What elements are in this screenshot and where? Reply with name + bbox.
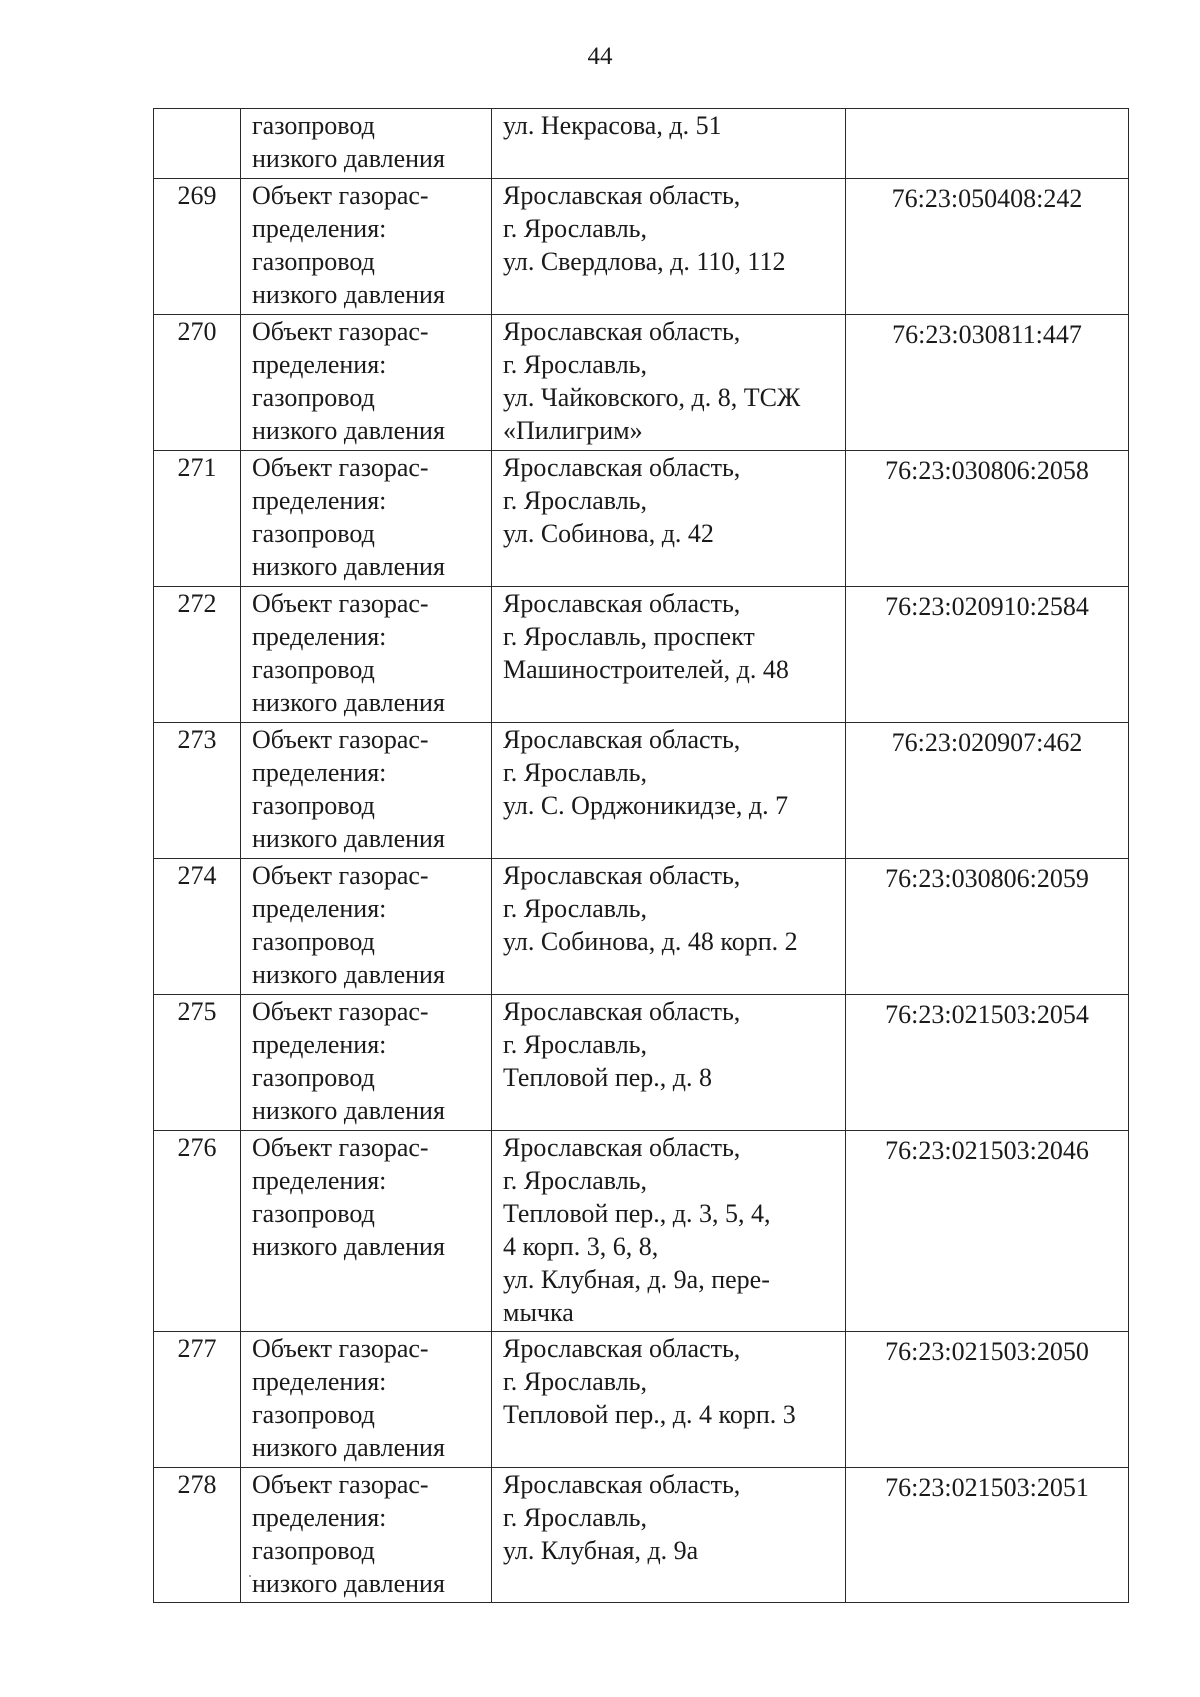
cadastral-number: 76:23:050408:242 bbox=[846, 179, 1129, 315]
row-number: 272 bbox=[154, 587, 241, 723]
row-number: 274 bbox=[154, 859, 241, 995]
object-name-line: газопровод bbox=[252, 247, 375, 276]
object-name-line: пределения: bbox=[252, 1030, 387, 1059]
address-cell bbox=[492, 451, 846, 587]
address-line: г. Ярославль, bbox=[503, 1166, 648, 1195]
address-line: Ярославская область, bbox=[503, 725, 741, 754]
address-line: 4 корп. 3, 6, 8, bbox=[503, 1232, 659, 1261]
address-cell bbox=[492, 587, 846, 723]
object-name-line: Объект газорас- bbox=[252, 861, 429, 890]
object-name-cell bbox=[241, 179, 492, 315]
object-name-line: низкого давления bbox=[252, 688, 445, 717]
table-row bbox=[154, 315, 1129, 451]
address-line: ул. Некрасова, д. 51 bbox=[503, 111, 722, 140]
address-line: г. Ярославль, проспект bbox=[503, 622, 755, 651]
address-line: г. Ярославль, bbox=[503, 214, 648, 243]
row-number: 271 bbox=[154, 451, 241, 587]
row-number: 276 bbox=[154, 1131, 241, 1332]
address-cell bbox=[492, 859, 846, 995]
object-name-line: Объект газорас- bbox=[252, 997, 429, 1026]
object-name-line: низкого давления bbox=[252, 144, 445, 173]
object-name-line: Объект газорас- bbox=[252, 725, 429, 754]
address-line: Ярославская область, bbox=[503, 1334, 741, 1363]
address-line: «Пилигрим» bbox=[503, 416, 643, 445]
address-cell bbox=[492, 179, 846, 315]
address-line: г. Ярославль, bbox=[503, 1367, 648, 1396]
cadastral-number: 76:23:021503:2046 bbox=[846, 1131, 1129, 1332]
address-line: г. Ярославль, bbox=[503, 758, 648, 787]
object-name-line: Объект газорас- bbox=[252, 1334, 429, 1363]
address-line: ул. Свердлова, д. 110, 112 bbox=[503, 247, 786, 276]
object-name-line: низкого давления bbox=[252, 1232, 445, 1261]
object-name-line: газопровод bbox=[252, 111, 375, 140]
cadastral-number: 76:23:030811:447 bbox=[846, 315, 1129, 451]
object-name-line: низкого давления bbox=[252, 552, 445, 581]
cadastral-number: 76:23:021503:2054 bbox=[846, 995, 1129, 1131]
object-name-line: пределения: bbox=[252, 758, 387, 787]
cadastral-number: 76:23:030806:2058 bbox=[846, 451, 1129, 587]
row-number: 277 bbox=[154, 1332, 241, 1468]
address-line: Ярославская область, bbox=[503, 453, 741, 482]
address-line: ул. Клубная, д. 9а, пере- bbox=[503, 1265, 770, 1294]
object-name-line: Объект газорас- bbox=[252, 1470, 429, 1499]
address-cell bbox=[492, 109, 846, 179]
row-number bbox=[154, 109, 241, 179]
registry-table bbox=[153, 108, 1129, 1603]
object-name-line: пределения: bbox=[252, 214, 387, 243]
table-row bbox=[154, 1332, 1129, 1468]
table-row bbox=[154, 587, 1129, 723]
cadastral-number: 76:23:020907:462 bbox=[846, 723, 1129, 859]
object-name-line: Объект газорас- bbox=[252, 317, 429, 346]
address-line: г. Ярославль, bbox=[503, 1030, 648, 1059]
object-name-line: газопровод bbox=[252, 1063, 375, 1092]
address-line: ул. Собинова, д. 42 bbox=[503, 519, 714, 548]
object-name-line: пределения: bbox=[252, 622, 387, 651]
object-name-line: пределения: bbox=[252, 1503, 387, 1532]
address-line: г. Ярославль, bbox=[503, 1503, 648, 1532]
row-number: 273 bbox=[154, 723, 241, 859]
address-line: г. Ярославль, bbox=[503, 894, 648, 923]
object-name-line: низкого давления bbox=[252, 1433, 445, 1462]
address-line: Тепловой пер., д. 8 bbox=[503, 1063, 713, 1092]
object-name-cell bbox=[241, 723, 492, 859]
address-line: Ярославская область, bbox=[503, 861, 741, 890]
page-number: 44 bbox=[587, 43, 613, 70]
address-line: ул. Собинова, д. 48 корп. 2 bbox=[503, 927, 798, 956]
address-line: Ярославская область, bbox=[503, 1133, 741, 1162]
address-line: Машиностроителей, д. 48 bbox=[503, 655, 789, 684]
object-name-line: пределения: bbox=[252, 1367, 387, 1396]
object-name-cell bbox=[241, 109, 492, 179]
object-name-cell bbox=[241, 1468, 492, 1603]
object-name-line: низкого давления bbox=[252, 280, 445, 309]
address-line: Тепловой пер., д. 4 корп. 3 bbox=[503, 1400, 796, 1429]
address-line: Ярославская область, bbox=[503, 317, 741, 346]
address-cell bbox=[492, 1468, 846, 1603]
address-line: ул. С. Орджоникидзе, д. 7 bbox=[503, 791, 789, 820]
address-cell bbox=[492, 995, 846, 1131]
table-row bbox=[154, 451, 1129, 587]
address-line: Ярославская область, bbox=[503, 589, 741, 618]
table-row bbox=[154, 179, 1129, 315]
object-name-cell bbox=[241, 315, 492, 451]
row-number: 269 bbox=[154, 179, 241, 315]
object-name-line: газопровод bbox=[252, 1536, 375, 1565]
object-name-line: Объект газорас- bbox=[252, 453, 429, 482]
object-name-line: Объект газорас- bbox=[252, 1133, 429, 1162]
address-line: ул. Клубная, д. 9а bbox=[503, 1536, 699, 1565]
table-row bbox=[154, 859, 1129, 995]
object-name-line: пределения: bbox=[252, 486, 387, 515]
address-cell bbox=[492, 1131, 846, 1332]
object-name-line: Объект газорас- bbox=[252, 589, 429, 618]
object-name-line: низкого давления bbox=[252, 1569, 445, 1598]
row-number: 275 bbox=[154, 995, 241, 1131]
address-cell bbox=[492, 723, 846, 859]
object-name-line: газопровод bbox=[252, 927, 375, 956]
object-name-cell bbox=[241, 1332, 492, 1468]
address-line: г. Ярославль, bbox=[503, 486, 648, 515]
address-cell bbox=[492, 315, 846, 451]
table-row bbox=[154, 109, 1129, 179]
address-line: Тепловой пер., д. 3, 5, 4, bbox=[503, 1199, 771, 1228]
address-line: Ярославская область, bbox=[503, 997, 741, 1026]
object-name-line: пределения: bbox=[252, 1166, 387, 1195]
table-row bbox=[154, 1468, 1129, 1603]
scan-artifact bbox=[249, 1575, 251, 1577]
object-name-line: низкого давления bbox=[252, 960, 445, 989]
object-name-line: низкого давления bbox=[252, 824, 445, 853]
cadastral-number: 76:23:030806:2059 bbox=[846, 859, 1129, 995]
table-row bbox=[154, 1131, 1129, 1332]
object-name-line: Объект газорас- bbox=[252, 181, 429, 210]
object-name-line: газопровод bbox=[252, 1199, 375, 1228]
table-row bbox=[154, 723, 1129, 859]
object-name-line: газопровод bbox=[252, 791, 375, 820]
object-name-line: газопровод bbox=[252, 1400, 375, 1429]
object-name-line: газопровод bbox=[252, 383, 375, 412]
table-row bbox=[154, 995, 1129, 1131]
object-name-cell bbox=[241, 451, 492, 587]
object-name-cell bbox=[241, 995, 492, 1131]
cadastral-number: 76:23:021503:2051 bbox=[846, 1468, 1129, 1603]
row-number: 270 bbox=[154, 315, 241, 451]
object-name-line: газопровод bbox=[252, 655, 375, 684]
object-name-cell bbox=[241, 1131, 492, 1332]
address-cell bbox=[492, 1332, 846, 1468]
cadastral-number bbox=[846, 109, 1129, 179]
cadastral-number: 76:23:020910:2584 bbox=[846, 587, 1129, 723]
object-name-line: газопровод bbox=[252, 519, 375, 548]
address-line: Ярославская область, bbox=[503, 1470, 741, 1499]
object-name-line: пределения: bbox=[252, 894, 387, 923]
address-line: г. Ярославль, bbox=[503, 350, 648, 379]
address-line: мычка bbox=[503, 1298, 574, 1327]
cadastral-number: 76:23:021503:2050 bbox=[846, 1332, 1129, 1468]
address-line: Ярославская область, bbox=[503, 181, 741, 210]
object-name-cell bbox=[241, 587, 492, 723]
row-number: 278 bbox=[154, 1468, 241, 1603]
object-name-line: низкого давления bbox=[252, 1096, 445, 1125]
table-body bbox=[154, 109, 1129, 1603]
object-name-cell bbox=[241, 859, 492, 995]
address-line: ул. Чайковского, д. 8, ТСЖ bbox=[503, 383, 801, 412]
object-name-line: пределения: bbox=[252, 350, 387, 379]
object-name-line: низкого давления bbox=[252, 416, 445, 445]
